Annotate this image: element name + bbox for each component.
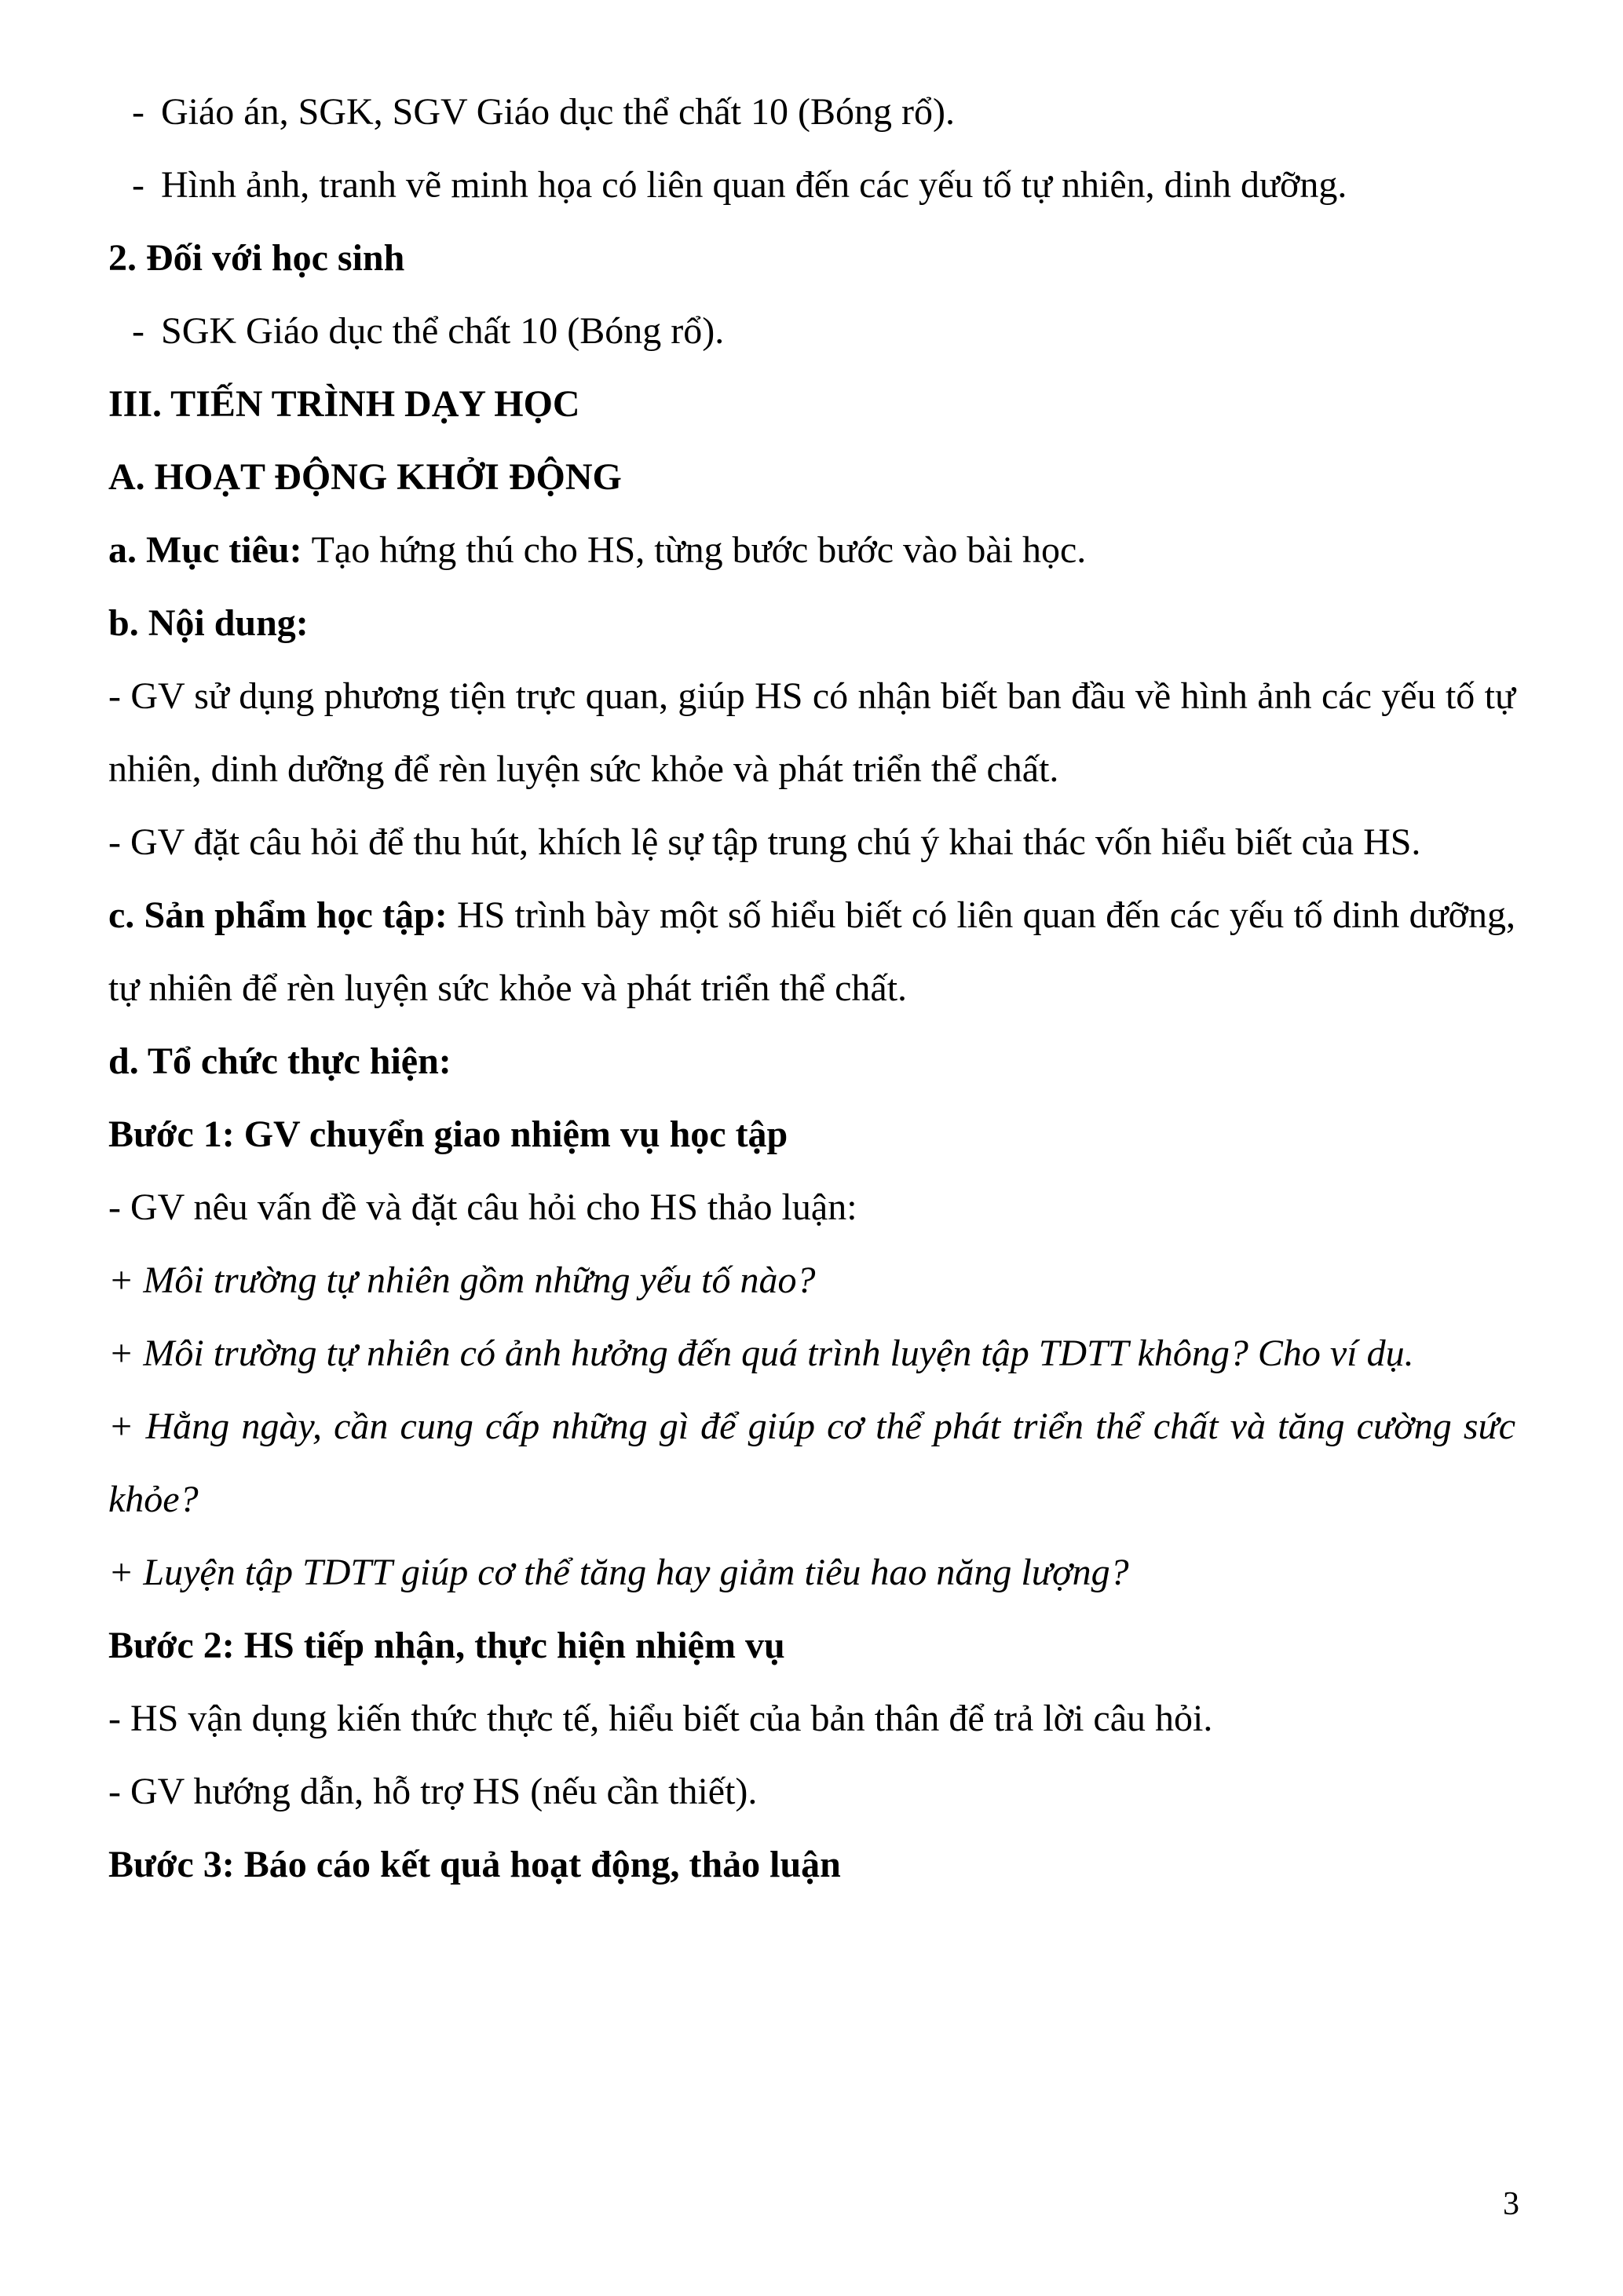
- paragraph: [108, 879, 1515, 1025]
- paragraph: [108, 1025, 1515, 1098]
- paragraph: [108, 1390, 1515, 1536]
- text-run: + Môi trường tự nhiên có ảnh hưởng đến quá trình luyện tập TDTT không? Cho ví dụ.: [108, 1333, 1414, 1374]
- paragraph: [108, 1098, 1515, 1171]
- paragraph: [108, 367, 1515, 441]
- text-run: Hình ảnh, tranh vẽ minh họa có liên quan đến các yếu tố tự nhiên, dinh dưỡng.: [161, 164, 1347, 206]
- text-run: HS trình bày một số hiểu biết có liên quan đến các yếu tố dinh dưỡng, tự nhiên để rèn luyện sức khỏe và phát triển thể chất.: [108, 894, 1516, 1009]
- text-run: Giáo án, SGK, SGV Giáo dục thể chất 10 (Bóng rổ).: [161, 91, 955, 133]
- list-bullet: -: [132, 91, 144, 133]
- text-run: - GV sử dụng phương tiện trực quan, giúp HS có nhận biết ban đầu về hình ảnh các yếu tố tự nhiên, dinh dưỡng để rèn luyện sức khỏe và phát triển thể chất.: [108, 675, 1515, 790]
- list-item: [108, 294, 1515, 367]
- paragraph: [108, 660, 1515, 806]
- text-run: + Luyện tập TDTT giúp cơ thể tăng hay giảm tiêu hao năng lượng?: [108, 1552, 1129, 1593]
- paragraph: [108, 1682, 1515, 1755]
- text-run: Tạo hứng thú cho HS, từng bước bước vào bài học.: [311, 529, 1087, 571]
- text-run: Bước 1: GV chuyển giao nhiệm vụ học tập: [108, 1113, 788, 1155]
- list-bullet: -: [132, 164, 144, 206]
- text-run: + Môi trường tự nhiên gồm những yếu tố nào?: [108, 1260, 816, 1301]
- paragraph: [108, 1244, 1515, 1317]
- text-run: - GV nêu vấn đề và đặt câu hỏi cho HS thảo luận:: [108, 1186, 857, 1228]
- paragraph: [108, 441, 1515, 514]
- list-item: [108, 75, 1515, 148]
- text-run: + Hằng ngày, cần cung cấp những gì để giúp cơ thể phát triển thể chất và tăng cường sức khỏe?: [108, 1406, 1515, 1520]
- text-run: A. HOẠT ĐỘNG KHỞI ĐỘNG: [108, 456, 622, 498]
- text-run: - GV đặt câu hỏi để thu hút, khích lệ sự tập trung chú ý khai thác vốn hiểu biết của HS.: [108, 821, 1421, 863]
- document-body: [108, 75, 1515, 1901]
- paragraph: [108, 806, 1515, 879]
- paragraph: [108, 1317, 1515, 1390]
- paragraph: [108, 1755, 1515, 1828]
- text-run: c. Sản phẩm học tập:: [108, 894, 457, 936]
- text-run: b. Nội dung:: [108, 602, 309, 644]
- paragraph: [108, 1609, 1515, 1682]
- text-run: Bước 2: HS tiếp nhận, thực hiện nhiệm vụ: [108, 1625, 785, 1666]
- list-item: [108, 148, 1515, 221]
- text-run: SGK Giáo dục thể chất 10 (Bóng rổ).: [161, 310, 725, 352]
- paragraph: [108, 221, 1515, 294]
- text-run: d. Tổ chức thực hiện:: [108, 1040, 451, 1082]
- paragraph: [108, 1536, 1515, 1609]
- text-run: - HS vận dụng kiến thức thực tế, hiểu biết của bản thân để trả lời câu hỏi.: [108, 1698, 1213, 1739]
- paragraph: [108, 587, 1515, 660]
- text-run: - GV hướng dẫn, hỗ trợ HS (nếu cần thiết).: [108, 1771, 758, 1812]
- list-bullet: -: [132, 310, 144, 352]
- page-number: 3: [1503, 2186, 1519, 2222]
- text-run: Bước 3: Báo cáo kết quả hoạt động, thảo luận: [108, 1844, 841, 1885]
- text-run: a. Mục tiêu:: [108, 529, 312, 571]
- text-run: III. TIẾN TRÌNH DẠY HỌC: [108, 383, 580, 425]
- text-run: 2. Đối với học sinh: [108, 237, 405, 279]
- paragraph: [108, 1828, 1515, 1901]
- paragraph: [108, 1171, 1515, 1244]
- paragraph: [108, 514, 1515, 587]
